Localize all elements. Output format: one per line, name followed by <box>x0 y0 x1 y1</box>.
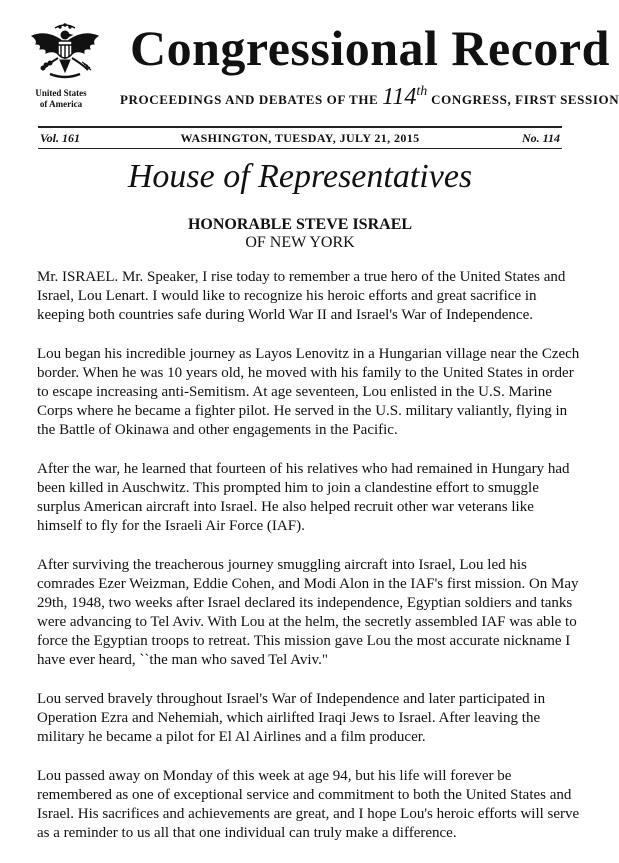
paragraph: Lou passed away on Monday of this week at age 94, but his life will forever be remembered as one of exceptional service and commitment to both the United States and Israel. His sacrifices and achievements are great, and I hope Lou's heroic efforts will serve as a reminder to us all that one individual can truly make a difference. <box>37 768 580 841</box>
paragraph: Mr. ISRAEL. Mr. Speaker, I rise today to remember a true hero of the United States and Israel, Lou Lenart. I would like to recognize his heroic efforts and great sacrifice in keeping both countries safe during World War II and Israel's War of Independence. <box>37 269 566 323</box>
speaker-name: HONORABLE STEVE ISRAEL <box>187 216 413 233</box>
masthead-rule-top <box>38 126 562 128</box>
seal-caption-line2: of America <box>39 99 83 109</box>
congress-suffix: th <box>416 84 428 99</box>
chamber-heading: House of Representatives <box>127 158 473 195</box>
paragraph: Lou served bravely throughout Israel's War of Independence and later participated in Operation Ezra and Nehemiah, which airlifted Iraqi Jews to Israel. After leaving the military he became a pilot for El Al Airlines and a film producer. <box>37 691 546 745</box>
congress-number: 114th <box>382 84 428 110</box>
paragraph: Lou began his incredible journey as Layos Lenovitz in a Hungarian village near the Czech border. When he was 10 years old, he moved with his family to the United States in order to escape increasing anti-Semitism. At age seventeen, Lou enlisted in the U.S. Marine Corps where he became a fighter pilot. He served in the U.S. military valiantly, flying in the Battle of Okinawa and other engagements in the Pacific. <box>37 346 580 438</box>
subtitle-after: CONGRESS, FIRST SESSION <box>431 92 619 107</box>
seal-caption-line1: United States <box>35 88 87 98</box>
issue-number-label: No. 114 <box>521 131 560 145</box>
subtitle-before: PROCEEDINGS AND DEBATES OF THE <box>120 92 379 107</box>
paragraph: After the war, he learned that fourteen of his relatives who had remained in Hungary had been killed in Auschwitz. This prompted him to join a clandestine effort to smuggle surplus American aircraft into Israel. He also helped recruit other war veterans like himself to fly for the Israeli Air Force (IAF). <box>37 461 570 534</box>
dateline <box>38 129 562 147</box>
remarks-body <box>37 268 582 863</box>
volume-label: Vol. 161 <box>40 131 81 145</box>
masthead-rule-bottom <box>38 148 562 149</box>
masthead-title: Congressional Record <box>130 20 610 76</box>
seal-caption <box>18 88 104 110</box>
date-label: WASHINGTON, TUESDAY, JULY 21, 2015 <box>180 131 420 145</box>
great-seal-eagle-icon <box>28 22 102 86</box>
paragraph: After surviving the treacherous journey smuggling aircraft into Israel, Lou led his comrades Ezer Weizman, Eddie Cohen, and Modi Alon in the IAF's first mission. On May 29th, 1948, two weeks after Israel declared its independence, Egyptian soldiers and tanks were advancing to Tel Aviv. With Lou at the helm, the secretly assembled IAF was able to force the Egyptian troops to retreat. This mission gave Lou the most accurate nickname I have ever heard, ``the man who saved Tel Aviv." <box>37 557 579 668</box>
masthead-subtitle <box>120 84 619 111</box>
speaker-state: OF NEW YORK <box>245 234 355 251</box>
